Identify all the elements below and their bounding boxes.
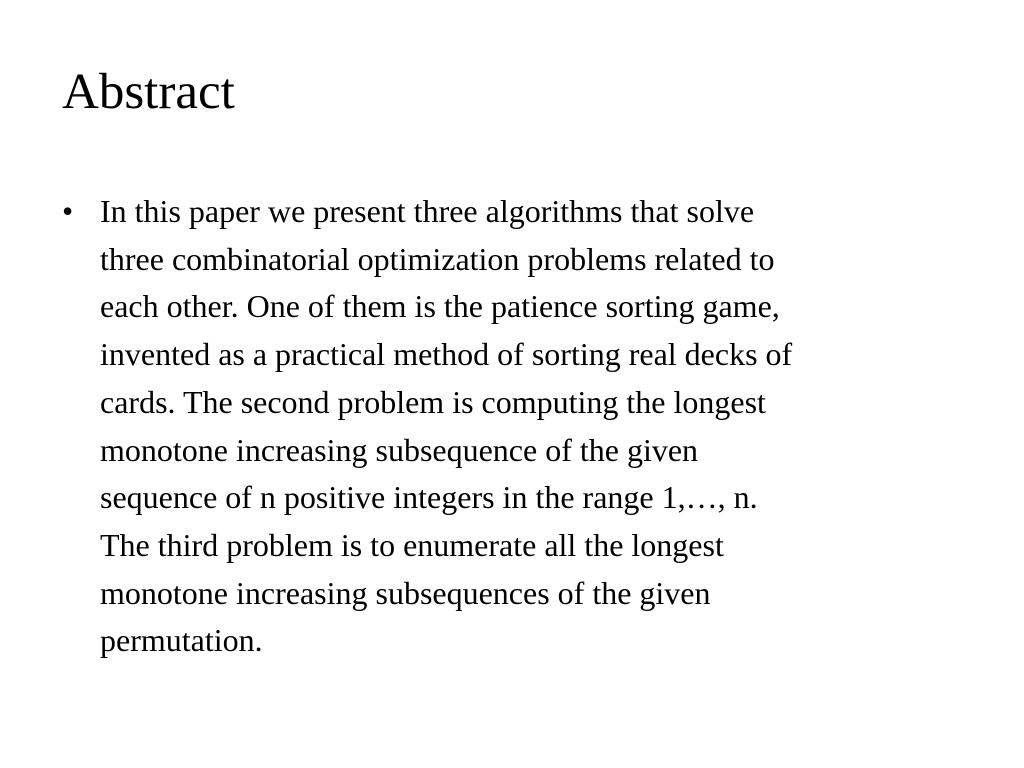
abstract-line: invented as a practical method of sorting real decks of [100,336,793,373]
bullet-point-icon: • [62,193,74,229]
abstract-line: cards. The second problem is computing the longest [100,383,766,420]
bullet-list [62,188,972,665]
abstract-line: permutation. [100,622,263,659]
abstract-line: each other. One of them is the patience sorting game, [100,288,780,325]
slide-title: Abstract [62,64,235,120]
abstract-line: The third problem is to enumerate all the longest [100,526,724,563]
abstract-line: three combinatorial optimization problems related to [100,240,775,277]
abstract-line: monotone increasing subsequence of the given [100,431,699,468]
abstract-line: sequence of n positive integers in the range 1,…, n. [100,479,758,516]
abstract-text [100,188,972,665]
abstract-line: monotone increasing subsequences of the given [100,574,711,611]
abstract-bullet [62,188,972,665]
abstract-line: In this paper we present three algorithms that solve [100,193,755,229]
